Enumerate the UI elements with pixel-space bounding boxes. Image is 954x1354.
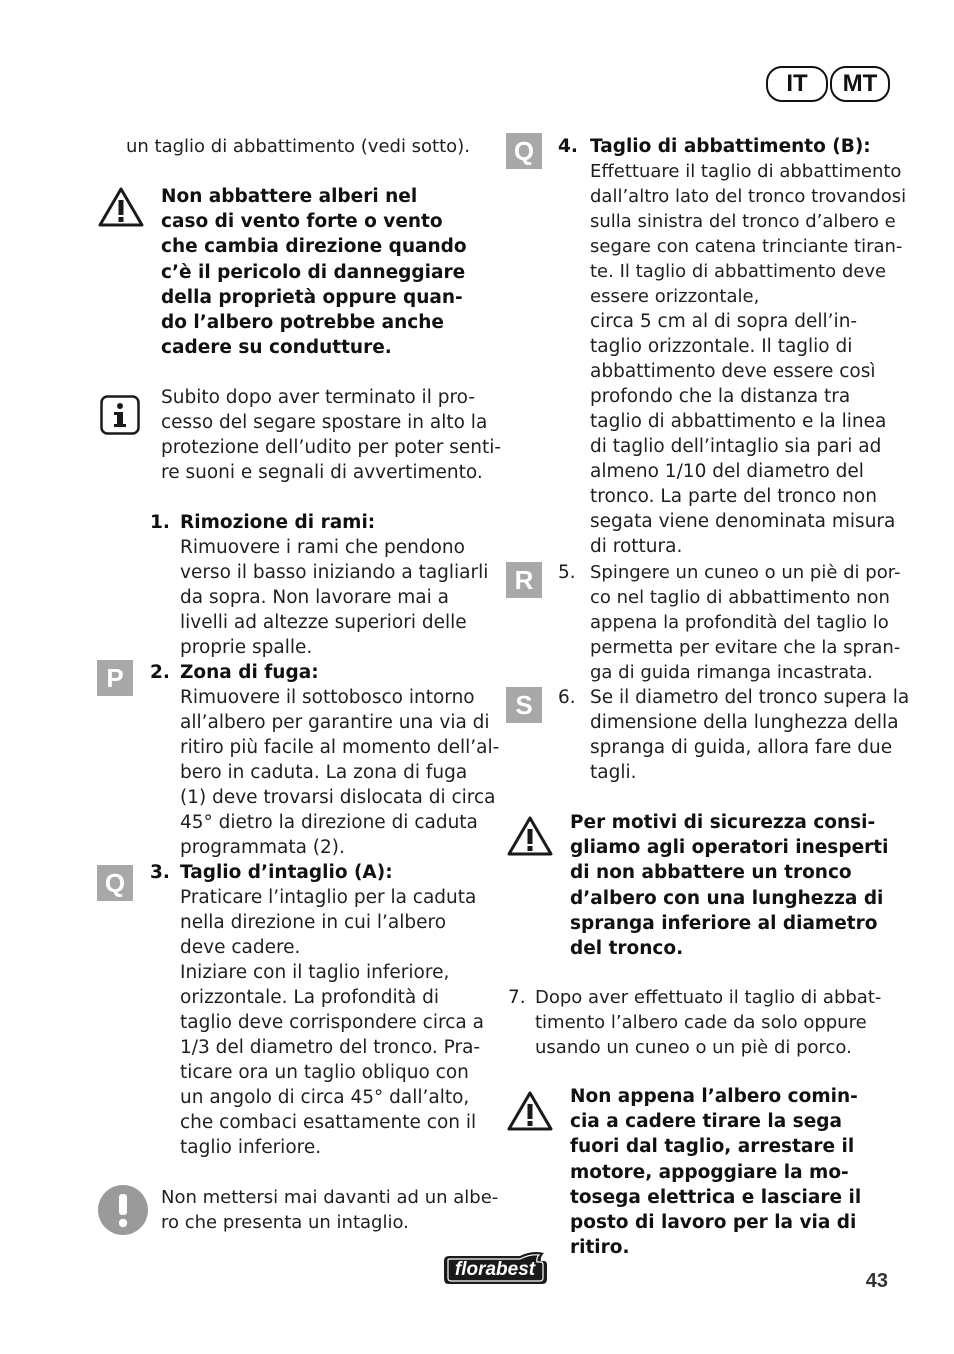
info-text-hearing: Subito dopo aver terminato il pro- cesso del segare spostare in alto la protezione dell’udito per poter senti- re suoni e segnali di avvertimento. — [161, 387, 502, 483]
step-6-number: 6. — [558, 687, 576, 708]
step-3-figure-tag: Q — [97, 865, 133, 901]
caution-text-notch: Non mettersi mai davanti ad un albe- ro che presenta un intaglio. — [161, 1187, 499, 1233]
step-7-number: 7. — [508, 987, 526, 1008]
step-1-title: Rimozione di rami: — [180, 512, 376, 533]
step-2-figure-tag: P — [97, 660, 133, 696]
step-4-body: Effettuare il taglio di abbattimento dall’altro lato del tronco trovandosi sulla sinistra del tronco d’albero e segare con catena trinciante tiran- te. Il taglio di abbattimento deve essere orizzontale, — [590, 161, 907, 307]
lang-badge-mt: MT — [830, 66, 890, 102]
lang-badge-it: IT — [766, 66, 828, 102]
caution-exclamation-icon — [98, 1185, 148, 1235]
brand-logo-text: florabest — [454, 1259, 536, 1280]
step-2-number: 2. — [150, 662, 170, 683]
step-1-number: 1. — [150, 512, 170, 533]
page-number: 43 — [865, 1270, 888, 1292]
warning-triangle-icon — [506, 1090, 554, 1132]
step-5-body: Spingere un cuneo o un piè di por- co nel taglio di abbattimento non appena la profondità del taglio lo permetta per evitare che la spran- ga di guida rimanga incastrata. — [590, 562, 901, 683]
step-7-body: Dopo aver effettuato il taglio di abbat- timento l’albero cade da solo oppure usando un cuneo o un piè di porco. — [535, 987, 882, 1058]
intro-text: un taglio di abbattimento (vedi sotto). — [126, 136, 470, 157]
step-3-title: Taglio d’intaglio (A): — [180, 862, 393, 883]
brand-logo — [440, 1249, 550, 1287]
step-2-body: Rimuovere il sottobosco intorno all’albero per garantire una via di ritiro più facile al momento dell’al- bero in caduta. La zona di fuga (1) deve trovarsi dislocata di circa 45° dietro la direzione di caduta programmata (2). — [180, 687, 500, 858]
warning-triangle-icon — [506, 815, 554, 857]
warning-text-bar-length: Per motivi di sicurezza consi- gliamo agli operatori inesperti di non abbattere un tronco d’albero con una lunghezza di spranga inferiore al diametro del tronco. — [570, 812, 889, 960]
step-4-figure-tag: Q — [506, 133, 542, 169]
step-4-title: Taglio di abbattimento (B): — [590, 136, 871, 157]
warning-text-falling-tree: Non appena l’albero comin- cia a cadere tirare la sega fuori dal taglio, arrestare il motore, appoggiare la mo- tosega elettrica e lasciare il posto di lavoro per la via di ritiro. — [570, 1086, 862, 1259]
step-2-title: Zona di fuga: — [180, 662, 319, 683]
info-icon — [100, 395, 140, 435]
step-6-figure-tag: S — [506, 687, 542, 723]
step-5-number: 5. — [558, 562, 576, 583]
step-4-number: 4. — [558, 136, 578, 157]
warning-triangle-icon — [97, 186, 145, 228]
step-6-body: Se il diametro del tronco supera la dimensione della lunghezza della spranga di guida, allora fare due tagli. — [590, 687, 910, 783]
step-3-body: Praticare l’intaglio per la caduta nella direzione in cui l’albero deve cadere. Iniziare con il taglio inferiore, orizzontale. La profondità di taglio deve corrispondere circa a 1/3 del diametro del tronco. Pra- ticare ora un taglio obliquo con un angolo di circa 45° dall’alto, che combaci esattamente con il taglio inferiore. — [180, 887, 484, 1158]
step-5-figure-tag: R — [506, 562, 542, 598]
warning-text-wind: Non abbattere alberi nel caso di vento forte o vento che cambia direzione quando c’è il pericolo di danneggiare della proprietà oppure quan- do l’albero potrebbe anche cadere su condutture. — [161, 186, 467, 359]
step-1-body: Rimuovere i rami che pendono verso il basso iniziando a tagliarli da sopra. Non lavorare mai a livelli ad altezze superiori delle proprie spalle. — [180, 537, 489, 658]
step-3-number: 3. — [150, 862, 170, 883]
step-4-body-continued: circa 5 cm al di sopra dell’in- taglio orizzontale. Il taglio di abbattimento deve essere così profondo che la distanza tra taglio di abbattimento e la linea di taglio dell’intaglio sia pari ad almeno 1/10 del diametro del tronco. La parte del tronco non segata viene denominata misura di rottura. — [590, 311, 896, 557]
